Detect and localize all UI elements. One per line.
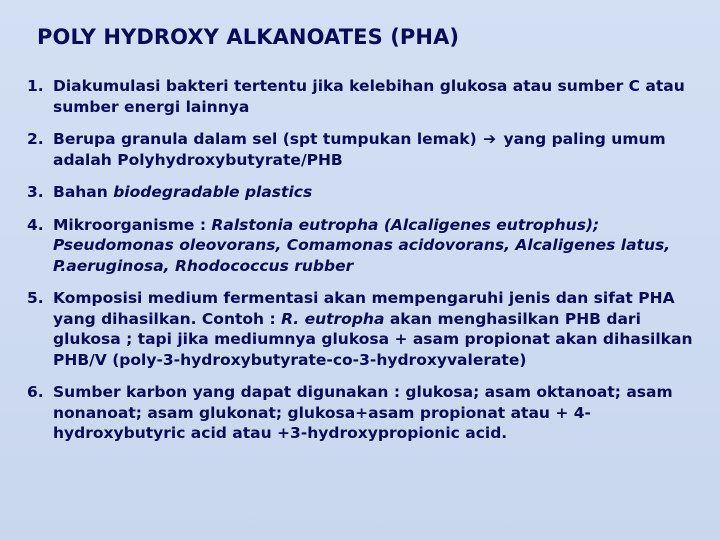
item-text-continued: yang paling umum adalah Polyhydroxybutyrate/PHB [53,130,666,169]
list-item-1 [27,76,707,117]
item-text: Diakumulasi bakteri tertentu jika kelebihan glukosa atau sumber C atau sumber energi lainnya [53,77,685,116]
list-item-3 [27,182,707,203]
item-number: 5. [27,289,44,307]
item-number: 2. [27,130,44,148]
item-number: 3. [27,183,44,201]
item-text: Bahan [53,183,114,201]
item-text: Berupa granula dalam sel (spt tumpukan lemak) [53,130,477,148]
item-text: Mikroorganisme : [53,215,212,234]
bullet-list [27,76,707,456]
list-item-4 [27,215,707,277]
list-item-6 [27,382,707,444]
item-italic-text: biodegradable plastics [113,183,313,201]
item-italic-text: Ralstonia eutropha (Alcaligenes eutrophus); Pseudomonas oleovorans, Comamonas acidovorans, Alcaligenes latus, P.aeruginosa, Rhodococcus rubber [53,215,671,275]
item-text: Komposisi medium fermentasi akan mempengaruhi jenis dan sifat PHA yang dihasilkan. Contoh : [53,289,675,328]
arrow-right-icon: ➔ [483,130,497,148]
item-number: 6. [27,383,44,401]
item-text-continued: akan menghasilkan PHB dari glukosa ; tapi jika mediumnya glukosa + asam propionat akan dihasilkan PHB/V (poly-3-hydroxybutyrate-co-3-hydroxyvalerate) [53,309,693,369]
list-item-5 [27,288,707,370]
item-number: 4. [27,215,44,234]
list-item-2 [27,129,707,170]
item-number: 1. [27,77,44,95]
item-italic-text: R. eutropha [281,309,385,328]
item-text: Sumber karbon yang dapat digunakan : glukosa; asam oktanoat; asam nonanoat; asam glukonat; glukosa+asam propionat atau + 4-hydroxybutyric acid atau +3-hydroxypropionic acid. [53,383,673,442]
slide-title: POLY HYDROXY ALKANOATES (PHA) [37,25,460,49]
